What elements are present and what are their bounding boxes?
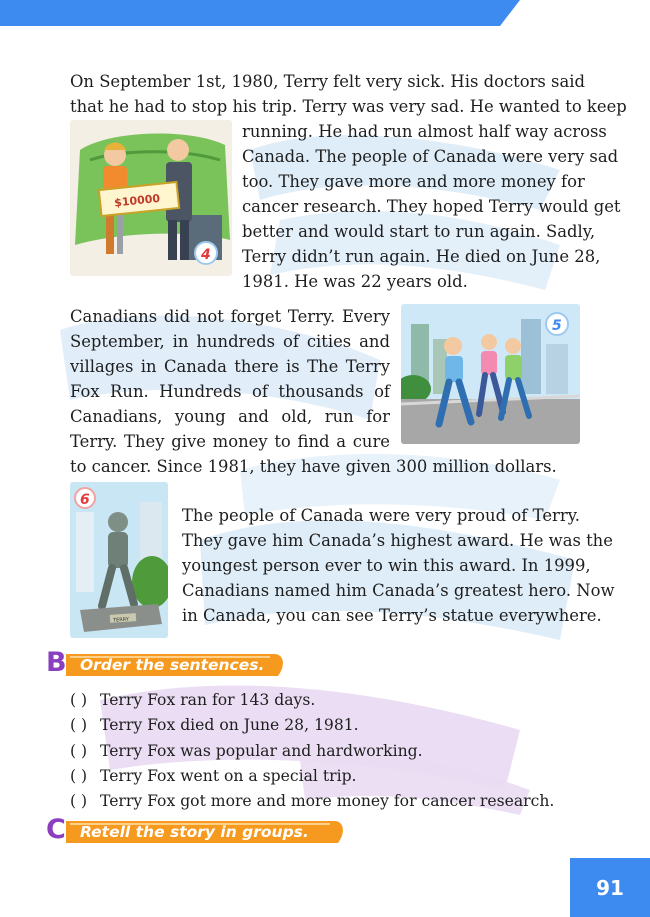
order-sentences-list	[70, 688, 554, 814]
story-paragraph-2-last-line	[70, 454, 580, 479]
illustration-cheque-presentation	[70, 120, 232, 276]
list-item	[70, 764, 554, 789]
story-paragraph-1	[70, 69, 627, 119]
section-b-letter: B	[46, 647, 67, 678]
list-item	[70, 688, 554, 713]
answer-blank[interactable]: ( )	[70, 766, 88, 785]
list-item	[70, 713, 554, 738]
section-c-title: Retell the story in groups.	[80, 823, 309, 841]
text-line: better and would start to run again. Sadly,	[242, 222, 596, 241]
text-line: that he had to stop his trip. Terry was very sad. He wanted to keep	[70, 97, 627, 116]
text-line: in Canada, you can see Terry’s statue everywhere.	[182, 606, 602, 625]
illustration-terry-fox-run	[401, 304, 580, 444]
text-line: Canada. The people of Canada were very sad	[242, 147, 619, 166]
story-paragraph-2	[70, 304, 390, 454]
answer-blank[interactable]: ( )	[70, 716, 88, 735]
sentence-text: Terry Fox was popular and hardworking.	[100, 741, 423, 760]
illustration-terry-statue	[70, 482, 168, 638]
story-paragraph-3	[182, 503, 615, 628]
text-line: The people of Canada were very proud of Terry.	[182, 506, 580, 525]
text-line: On September 1st, 1980, Terry felt very sick. His doctors said	[70, 72, 585, 91]
text-line: Canadians named him Canada’s greatest hero. Now	[182, 581, 615, 600]
section-c-letter: C	[46, 814, 66, 845]
sentence-text: Terry Fox died on June 28, 1981.	[100, 716, 359, 735]
list-item	[70, 789, 554, 814]
illustration-number-6: 6	[80, 492, 90, 508]
text-line: Canadians did not forget Terry. Every	[70, 307, 390, 326]
cheque-amount-label: $10000	[113, 191, 161, 210]
text-line: running. He had run almost half way across	[242, 122, 607, 141]
statue-plaque-label: TERRY	[112, 616, 130, 624]
text-line: They gave him Canada’s highest award. He was the	[182, 531, 613, 550]
text-line: Terry didn’t run again. He died on June 28,	[242, 247, 601, 266]
text-line: 1981. He was 22 years old.	[242, 272, 468, 291]
illustration-number-4: 4	[201, 247, 211, 263]
text-line: too. They gave more and more money for	[242, 172, 585, 191]
text-line: Canadians, young and old, run for	[70, 407, 390, 426]
text-line: Terry. They give money to find a cure	[70, 432, 390, 451]
text-line: September, in hundreds of cities and	[70, 332, 390, 351]
answer-blank[interactable]: ( )	[70, 792, 88, 811]
page-number: 91	[570, 858, 650, 917]
sentence-text: Terry Fox went on a special trip.	[100, 766, 357, 785]
text-line: to cancer. Since 1981, they have given 300 million dollars.	[70, 457, 557, 476]
story-paragraph-1-continued	[242, 119, 621, 294]
text-line: Fox Run. Hundreds of thousands of	[70, 382, 390, 401]
answer-blank[interactable]: ( )	[70, 741, 88, 760]
text-line: villages in Canada there is The Terry	[70, 357, 390, 376]
sentence-text: Terry Fox got more and more money for cancer research.	[100, 792, 555, 811]
section-b-title: Order the sentences.	[80, 656, 265, 674]
text-line: cancer research. They hoped Terry would get	[242, 197, 621, 216]
list-item	[70, 739, 554, 764]
text-line: youngest person ever to win this award. In 1999,	[182, 556, 591, 575]
answer-blank[interactable]: ( )	[70, 691, 88, 709]
sentence-text: Terry Fox ran for 143 days.	[100, 691, 316, 709]
illustration-number-5: 5	[552, 318, 562, 334]
